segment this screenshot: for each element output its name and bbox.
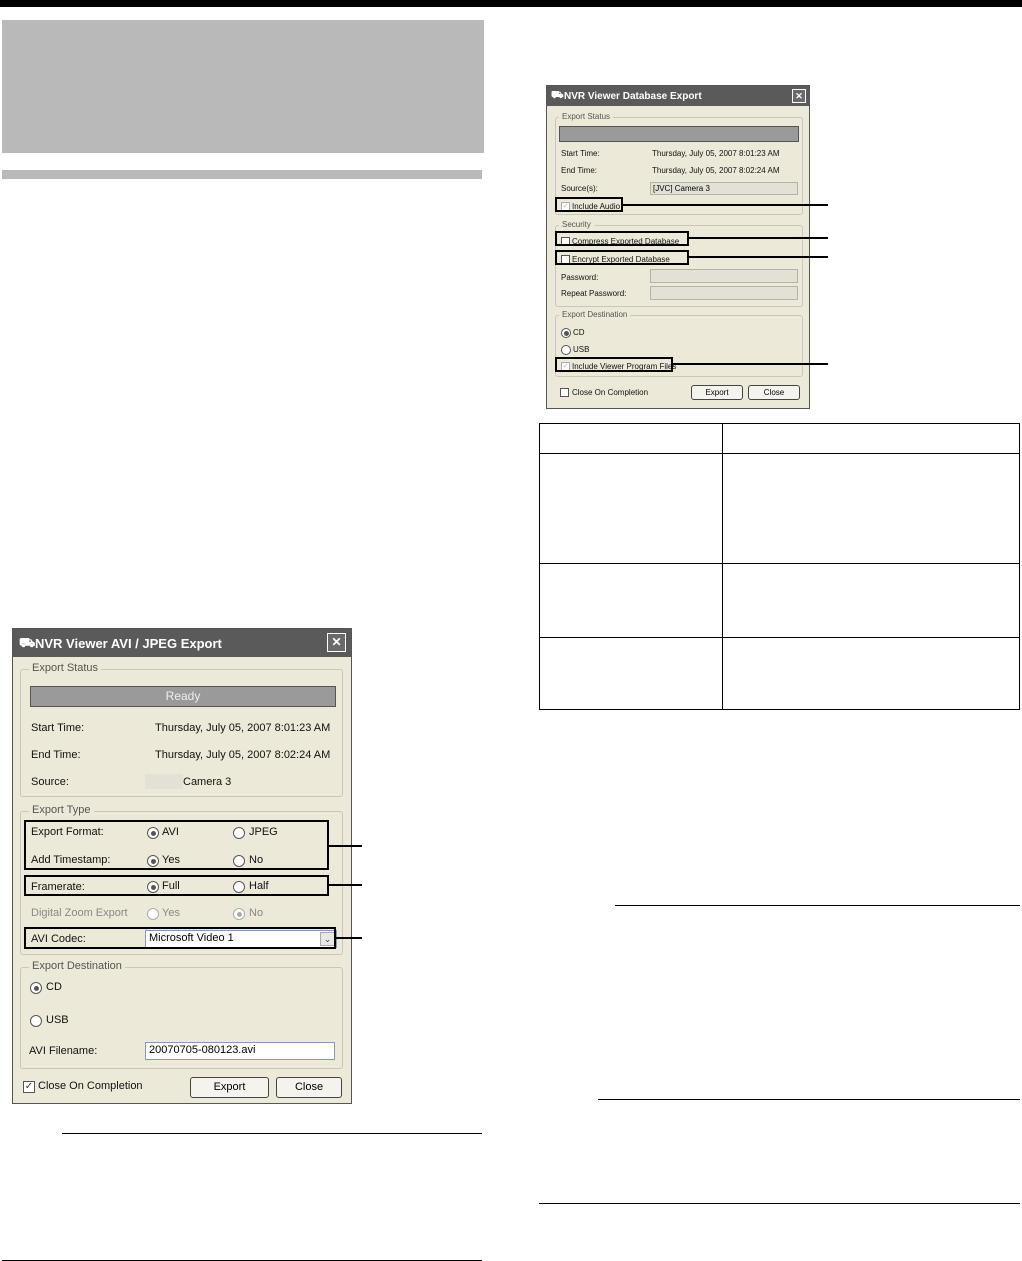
zoom-yes-radio[interactable]	[147, 908, 159, 920]
framerate-half-label[interactable]: Half	[249, 880, 269, 892]
table-cell	[723, 638, 1020, 710]
db-dialog-title: NVR Viewer Database Export	[564, 91, 702, 102]
encrypt-database-label[interactable]: Encrypt Exported Database	[572, 255, 670, 264]
timestamp-yes-label[interactable]: Yes	[162, 854, 180, 866]
table-cell	[723, 424, 1020, 454]
avi-dialog-titlebar	[13, 629, 351, 657]
chevron-down-icon[interactable]: ⌄	[320, 932, 335, 946]
table-row	[540, 638, 1020, 710]
avi-export-destination-group	[20, 960, 343, 1069]
note-rule	[615, 905, 1020, 906]
framerate-label: Framerate:	[31, 881, 85, 893]
export-status-bar: Ready	[30, 686, 336, 707]
repeat-password-input[interactable]	[650, 286, 798, 300]
group-title: Export Type	[29, 804, 94, 816]
avi-codec-label: AVI Codec:	[31, 933, 86, 945]
callout-box-include-viewer	[555, 357, 673, 372]
compress-database-label[interactable]: Compress Exported Database	[572, 237, 680, 246]
group-title: Export Destination	[29, 960, 125, 972]
group-title: Export Status	[559, 112, 613, 121]
include-viewer-files-label[interactable]: Include Viewer Program Files	[572, 362, 677, 371]
table-cell	[540, 454, 723, 564]
avi-dialog-title: NVR Viewer AVI / JPEG Export	[35, 636, 222, 651]
start-time-value: Thursday, July 05, 2007 8:01:23 AM	[155, 722, 331, 734]
callout-box-format-timestamp	[24, 820, 329, 870]
table-cell	[540, 564, 723, 638]
callout-leader	[329, 884, 362, 886]
close-on-completion-label[interactable]: Close On Completion	[572, 388, 649, 397]
zoom-no-radio[interactable]	[233, 908, 245, 920]
app-icon: ⛟	[551, 90, 564, 101]
repeat-password-label: Repeat Password:	[561, 289, 627, 298]
callout-box-include-audio	[555, 197, 623, 212]
start-time-value: Thursday, July 05, 2007 8:01:23 AM	[652, 149, 780, 158]
zoom-no-label[interactable]: No	[249, 907, 264, 919]
destination-cd-radio[interactable]	[561, 328, 571, 338]
format-jpeg-label[interactable]: JPEG	[249, 826, 278, 838]
end-time-label: End Time:	[561, 166, 598, 175]
destination-usb-radio[interactable]	[30, 1015, 42, 1027]
framerate-full-label[interactable]: Full	[162, 880, 180, 892]
close-on-completion-checkbox[interactable]	[560, 388, 569, 397]
close-button[interactable]: Close	[748, 385, 800, 400]
export-button[interactable]: Export	[691, 385, 743, 400]
export-button[interactable]: Export	[190, 1077, 269, 1098]
table-row	[540, 564, 1020, 638]
table-row	[540, 454, 1020, 564]
destination-usb-label[interactable]: USB	[573, 345, 590, 354]
callout-box-compress	[555, 231, 689, 246]
table-cell	[723, 454, 1020, 564]
callout-leader	[673, 363, 828, 365]
top-rule	[0, 0, 1022, 7]
callout-box-avi-codec	[24, 927, 336, 949]
avi-export-status-group	[20, 662, 343, 797]
close-button[interactable]: Close	[276, 1077, 342, 1098]
sources-field: [JVC] Camera 3	[650, 182, 798, 195]
destination-usb-label[interactable]: USB	[46, 1014, 69, 1026]
end-time-value: Thursday, July 05, 2007 8:02:24 AM	[652, 166, 780, 175]
table-cell	[540, 638, 723, 710]
include-audio-checkbox[interactable]: ✓	[562, 203, 569, 210]
destination-cd-label[interactable]: CD	[46, 981, 62, 993]
settings-table	[539, 423, 1020, 710]
end-time-label: End Time:	[31, 749, 81, 761]
callout-box-encrypt	[555, 250, 689, 265]
include-audio-label[interactable]: Include Audio	[572, 202, 621, 211]
source-value: Camera 3	[183, 776, 232, 788]
avi-filename-input[interactable]: 20070705-080123.avi	[145, 1042, 335, 1060]
callout-leader	[623, 204, 828, 206]
avi-codec-value: Microsoft Video 1	[149, 932, 234, 944]
avi-filename-label: AVI Filename:	[29, 1045, 98, 1057]
callout-leader	[689, 237, 828, 239]
table-cell	[723, 564, 1020, 638]
timestamp-no-label[interactable]: No	[249, 854, 264, 866]
subsection-heading-bar	[2, 170, 482, 179]
source-swatch	[145, 774, 183, 789]
callout-leader	[336, 937, 362, 939]
close-on-completion-checkbox[interactable]: ✓	[24, 1081, 34, 1092]
group-title: Security	[559, 220, 594, 229]
digital-zoom-label: Digital Zoom Export	[31, 907, 128, 919]
add-timestamp-label: Add Timestamp:	[31, 854, 111, 866]
callout-leader	[689, 256, 828, 258]
destination-usb-radio[interactable]	[561, 345, 571, 355]
destination-cd-radio[interactable]	[30, 982, 42, 994]
destination-cd-label[interactable]: CD	[573, 328, 585, 337]
sources-label: Source(s):	[561, 184, 598, 193]
close-icon[interactable]: ✕	[327, 633, 346, 652]
start-time-label: Start Time:	[561, 149, 600, 158]
password-input[interactable]	[650, 269, 798, 283]
section-heading-box	[2, 20, 484, 153]
note-rule	[598, 1099, 1020, 1100]
export-format-label: Export Format:	[31, 826, 104, 838]
close-on-completion-label[interactable]: Close On Completion	[38, 1080, 143, 1092]
format-avi-label[interactable]: AVI	[162, 826, 179, 838]
zoom-yes-label[interactable]: Yes	[162, 907, 180, 919]
db-dialog-titlebar	[547, 86, 809, 106]
include-viewer-files-checkbox[interactable]: ✓	[562, 363, 569, 370]
start-time-label: Start Time:	[31, 722, 85, 734]
export-status-bar	[559, 126, 799, 142]
callout-box-framerate	[24, 875, 329, 896]
password-label: Password:	[561, 273, 599, 282]
group-title: Export Destination	[559, 310, 630, 319]
note-rule	[62, 1133, 482, 1134]
table-header-row	[540, 424, 1020, 454]
bottom-rule	[539, 1203, 1020, 1204]
app-icon: ⛟	[19, 635, 36, 650]
end-time-value: Thursday, July 05, 2007 8:02:24 AM	[155, 749, 331, 761]
callout-leader	[329, 845, 362, 847]
group-title: Export Status	[29, 662, 101, 674]
close-icon[interactable]: ✕	[792, 89, 806, 103]
table-cell	[540, 424, 723, 454]
source-label: Source:	[31, 776, 69, 788]
